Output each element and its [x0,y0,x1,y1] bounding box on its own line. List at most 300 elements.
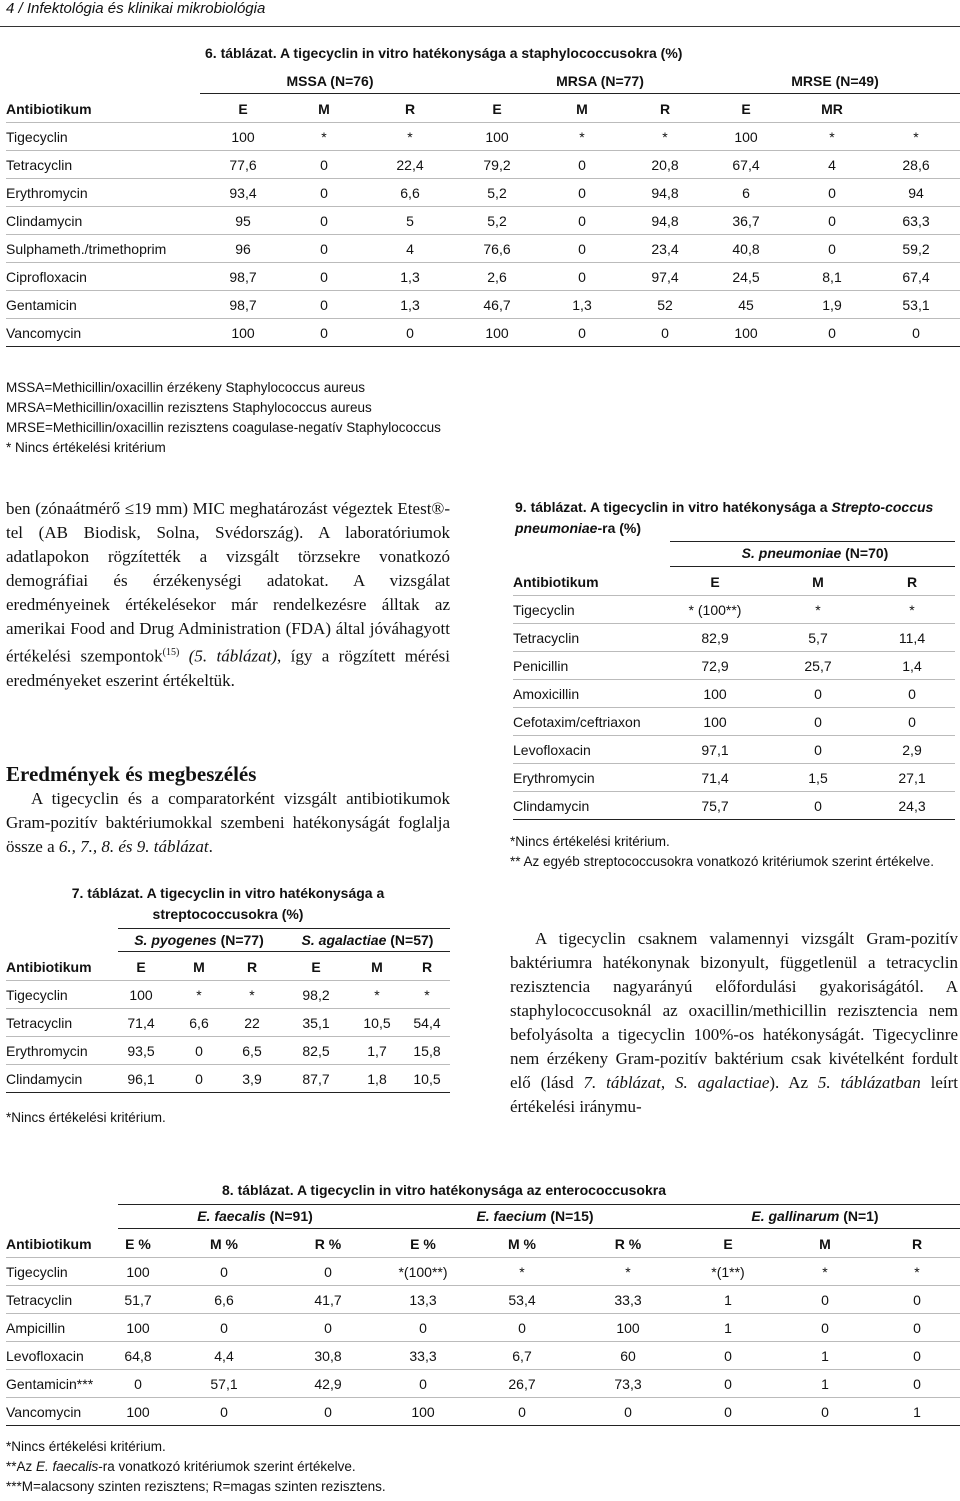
table-row [6,207,960,235]
header-cell: MR [792,95,872,123]
data-cell: 0 [278,1398,378,1426]
section-heading: Eredmények és megbeszélés [6,762,257,786]
data-cell: 1,3 [360,263,460,291]
data-cell: 0 [534,319,630,347]
data-cell: 4,4 [170,1342,278,1370]
data-cell: 0 [576,1398,680,1426]
data-cell: 82,9 [663,624,767,652]
paragraph-mid: ). Az [769,1073,818,1092]
data-cell: 52 [630,291,700,319]
data-cell: 0 [378,1370,468,1398]
data-cell: 11,4 [869,624,955,652]
data-cell: 100 [106,1314,170,1342]
data-cell: 100 [460,123,534,151]
data-cell: 98,2 [282,981,350,1009]
data-cell: * [630,123,700,151]
species-name: S. pyogenes [134,932,217,948]
data-cell: 0 [680,1370,776,1398]
data-cell: 0 [869,708,955,736]
table-row [6,1314,960,1342]
table-row [6,1037,450,1065]
results-paragraph [6,787,450,859]
data-cell: 0 [176,1037,222,1065]
table-row [513,736,955,764]
data-cell: 33,3 [576,1286,680,1314]
data-cell: 0 [792,319,872,347]
data-cell: 35,1 [282,1009,350,1037]
data-cell: 67,4 [700,151,792,179]
species-name: E. faecalis [197,1208,266,1224]
left-paragraph-end: , így a rögzített mérési eredményeket eszerint értékeltük. [6,646,451,690]
table8-group-faecalis [175,1208,335,1224]
data-cell: 33,3 [378,1342,468,1370]
row-label-cell: Erythromycin [6,1037,106,1065]
data-cell: 0 [534,207,630,235]
row-label-cell: Clindamycin [6,207,198,235]
header-rule [0,26,960,27]
header-cell: R [874,1230,960,1258]
data-cell: 6,6 [170,1286,278,1314]
data-cell: 22,4 [360,151,460,179]
data-cell: 24,5 [700,263,792,291]
data-cell: 10,5 [404,1065,450,1093]
table7-caption-line2: streptococcusokra (%) [152,906,304,922]
data-cell: 98,7 [198,291,288,319]
data-cell: 100 [198,319,288,347]
row-label-cell: Tetracyclin [6,1009,106,1037]
table7-caption [48,883,408,925]
table-row [6,1258,960,1286]
table-row [6,235,960,263]
data-cell: 15,8 [404,1037,450,1065]
row-label-cell: Gentamicin [6,291,198,319]
data-cell: 0 [680,1398,776,1426]
data-cell: * [792,123,872,151]
header-cell: R % [278,1230,378,1258]
data-cell: 1 [776,1342,874,1370]
table9-caption-species: Strepto-coccus pneumoniae [515,499,934,536]
data-cell: 46,7 [460,291,534,319]
data-cell: 0 [792,235,872,263]
header-cell: R [630,95,700,123]
table9-note1: *Nincs értékelési kritérium. [510,834,670,849]
data-cell: 94 [872,179,960,207]
data-cell: * [869,596,955,624]
header-cell: M [288,95,360,123]
data-cell: 0 [767,708,869,736]
data-cell: 0 [170,1314,278,1342]
table9-caption [515,497,955,539]
table-header-row [6,1230,960,1258]
data-cell: * [874,1258,960,1286]
data-cell: 100 [700,319,792,347]
data-cell: 36,7 [700,207,792,235]
species-name: S. agalactiae [301,932,387,948]
data-cell: 100 [663,708,767,736]
data-cell: 100 [198,123,288,151]
row-label-cell: Tetracyclin [6,151,198,179]
data-cell: 100 [378,1398,468,1426]
header-cell: M [176,953,222,981]
species-reference: S. agalactiae [675,1073,770,1092]
data-cell: *(100**) [378,1258,468,1286]
data-cell: 0 [468,1314,576,1342]
data-cell: 93,4 [198,179,288,207]
data-cell: 51,7 [106,1286,170,1314]
table9-group-pneumoniae [680,545,950,561]
table-row [6,981,450,1009]
data-cell: 2,9 [869,736,955,764]
data-cell: 0 [288,151,360,179]
row-label-cell: Clindamycin [6,1065,106,1093]
row-label-cell: Tigecyclin [6,981,106,1009]
header-cell: E [663,568,767,596]
data-cell: 96,1 [106,1065,176,1093]
data-cell: 0 [776,1314,874,1342]
data-cell: 0 [176,1065,222,1093]
table9-notes [510,832,958,872]
row-label-cell: Tigecyclin [513,596,663,624]
data-cell: 0 [278,1314,378,1342]
data-cell: * [468,1258,576,1286]
data-cell: 0 [680,1342,776,1370]
data-cell: 0 [874,1286,960,1314]
header-cell: Antibiotikum [513,568,663,596]
note-text: -ra vonatkozó kritériumok szerint értékelve. [98,1459,356,1474]
table-row [513,652,955,680]
table-row [513,624,955,652]
header-cell: M [776,1230,874,1258]
table9-top-rule [670,541,955,542]
table8 [6,1230,960,1426]
data-cell: 1,8 [350,1065,404,1093]
data-cell: 100 [663,680,767,708]
data-cell: 5,7 [767,624,869,652]
table-row [6,151,960,179]
data-cell: 63,3 [872,207,960,235]
data-cell: 41,7 [278,1286,378,1314]
group-n: (N=91) [265,1208,313,1224]
data-cell: 20,8 [630,151,700,179]
data-cell: 72,9 [663,652,767,680]
row-label-cell: Erythromycin [513,764,663,792]
data-cell: 0 [776,1398,874,1426]
table-row [513,596,955,624]
results-paragraph-end: . [208,837,213,856]
data-cell: 1 [680,1286,776,1314]
data-cell: 100 [106,981,176,1009]
table8-group-faecium [455,1208,615,1224]
data-cell: 0 [288,207,360,235]
table-header-row [6,953,450,981]
table9-note2: ** Az egyéb streptococcusokra vonatkozó kritériumok szerint értékelve. [510,854,934,869]
row-label-cell: Sulphameth./trimethoprim [6,235,198,263]
data-cell: * [576,1258,680,1286]
data-cell: 1,9 [792,291,872,319]
row-label-cell: Tigecyclin [6,123,198,151]
table6-notes [6,378,441,458]
data-cell: 0 [792,207,872,235]
row-label-cell: Vancomycin [6,319,198,347]
data-cell: 5,2 [460,179,534,207]
table-row [513,764,955,792]
header-cell: M % [170,1230,278,1258]
header-cell: R [360,95,460,123]
data-cell: 79,2 [460,151,534,179]
left-paragraph-text: ben (zónaátmérő ≤19 mm) MIC meghatározást végeztek Etest®-tel (AB Biodisk, Solna, Svédország). A laboratóriumok adatlapokon rögzítették a vizsgált törzsekre vonatkozó demográfiai és érzékenységi adatokat. A vizsgálat eredményeinek értékelésekor már rendelkezésre álltak az amerikai Food and Drug Administration (FDA) által jóváhagyott értékelési szempontok [6,499,450,666]
species-name: E. gallinarum [751,1208,840,1224]
species-name: E. faecium [476,1208,547,1224]
header-cell: Antibiotikum [6,953,106,981]
header-cell: Antibiotikum [6,1230,106,1258]
table9-caption-prefix: 9. táblázat. A tigecyclin in vitro hatékonysága a [515,499,832,515]
group-n: (N=57) [386,932,434,948]
data-cell: 42,9 [278,1370,378,1398]
table-row [6,1009,450,1037]
header-cell: E [680,1230,776,1258]
table7-group-rule [118,951,450,952]
data-cell: 100 [106,1258,170,1286]
header-cell: E % [378,1230,468,1258]
left-paragraph [6,497,450,693]
table-row [6,1065,450,1093]
data-cell: * [360,123,460,151]
data-cell: 0 [630,319,700,347]
header-cell: E [460,95,534,123]
table-reference: 7. táblázat [583,1073,661,1092]
data-cell: 53,4 [468,1286,576,1314]
table6 [6,95,960,347]
table-header-row [6,95,960,123]
right-paragraph-text: A tigecyclin csaknem valamennyi vizsgált Gram-pozitív baktériumra hatékonynak bizonyult, függetlenül a tetracyclin rezisztencia nagyarányú előfordulási gyakoriságától. A staphylococcusoknál az oxacillin/methicillin rezisztencia nem befolyásolta a tigecyclin 100%-os hatékonyságát. Tigecyclinre nem érzékeny Gram-pozitív baktérium csak kivételként fordult elő (lásd [510,929,958,1092]
table-row [6,319,960,347]
table8-group-gallinarum [730,1208,900,1224]
table-row [513,792,955,820]
separator: , [660,1073,676,1092]
header-cell: Antibiotikum [6,95,198,123]
data-cell: 6,6 [360,179,460,207]
row-label-cell: Clindamycin [513,792,663,820]
data-cell: 0 [874,1370,960,1398]
data-cell: * [404,981,450,1009]
data-cell: 27,1 [869,764,955,792]
data-cell: 100 [700,123,792,151]
table6-caption: 6. táblázat. A tigecyclin in vitro hatékonysága a staphylococcusokra (%) [205,45,683,61]
data-cell: 57,1 [170,1370,278,1398]
data-cell: 0 [534,151,630,179]
data-cell: * [872,123,960,151]
row-label-cell: Levofloxacin [6,1342,106,1370]
data-cell: 64,8 [106,1342,170,1370]
table-row [6,291,960,319]
table7-top-rule [118,928,450,929]
data-cell: 53,1 [872,291,960,319]
data-cell: 6,5 [222,1037,282,1065]
header-cell: E [282,953,350,981]
table9 [513,568,955,820]
header-cell: R % [576,1230,680,1258]
species-name: E. faecalis [36,1459,99,1474]
data-cell: 0 [278,1258,378,1286]
data-cell: 5,2 [460,207,534,235]
data-cell: 0 [792,179,872,207]
table-row [513,680,955,708]
data-cell: 0 [468,1398,576,1426]
data-cell: 1,5 [767,764,869,792]
table-row [6,1370,960,1398]
data-cell: *(1**) [680,1258,776,1286]
data-cell: 28,6 [872,151,960,179]
data-cell: 60 [576,1342,680,1370]
table7 [6,953,450,1093]
data-cell: 93,5 [106,1037,176,1065]
data-cell: 94,8 [630,207,700,235]
header-cell: M % [468,1230,576,1258]
data-cell: 4 [360,235,460,263]
data-cell: 1,7 [350,1037,404,1065]
data-cell: 10,5 [350,1009,404,1037]
data-cell: 0 [170,1398,278,1426]
table6-note: MSSA=Methicillin/oxacillin érzékeny Staphylococcus aureus [6,380,366,395]
data-cell: 5 [360,207,460,235]
data-cell: 0 [288,263,360,291]
right-paragraph [510,927,958,1119]
data-cell: 0 [378,1314,468,1342]
header-cell: E % [106,1230,170,1258]
header-cell: R [222,953,282,981]
data-cell: 1,3 [534,291,630,319]
data-cell: 0 [170,1258,278,1286]
header-cell: E [198,95,288,123]
data-cell: 0 [767,680,869,708]
table6-group-mrse: MRSE (N=49) [791,73,879,89]
data-cell: 77,6 [198,151,288,179]
row-label-cell: Ampicillin [6,1314,106,1342]
citation-sup: (15) [162,647,180,658]
header-cell: E [700,95,792,123]
data-cell: 0 [288,179,360,207]
row-label-cell: Penicillin [513,652,663,680]
table6-group-mssa: MSSA (N=76) [286,73,374,89]
table7-caption-line1: 7. táblázat. A tigecyclin in vitro hatékonysága a [71,885,385,901]
row-label-cell: Tetracyclin [513,624,663,652]
data-cell: 6 [700,179,792,207]
data-cell: 1 [776,1370,874,1398]
row-label-cell: Tetracyclin [6,1286,106,1314]
header-cell [872,95,960,123]
data-cell: 23,4 [630,235,700,263]
data-cell: 0 [872,319,960,347]
data-cell: 0 [534,235,630,263]
table-references: 6., 7., 8. és 9. táblázat [58,837,209,856]
row-label-cell: Cefotaxim/ceftriaxon [513,708,663,736]
data-cell: 87,7 [282,1065,350,1093]
table-reference: 5. táblázatban [817,1073,921,1092]
table-row [513,708,955,736]
table-row [6,1286,960,1314]
data-cell: 0 [776,1286,874,1314]
data-cell: 0 [534,179,630,207]
data-cell: 97,1 [663,736,767,764]
header-cell: R [869,568,955,596]
header-cell: M [534,95,630,123]
data-cell: 67,4 [872,263,960,291]
table7-group-agalactiae [285,932,450,948]
data-cell: 13,3 [378,1286,468,1314]
table9-group-rule [670,566,955,567]
row-label-cell: Gentamicin*** [6,1370,106,1398]
row-label-cell: Vancomycin [6,1398,106,1426]
data-cell: 98,7 [198,263,288,291]
species-name: S. pneumoniae [741,545,842,561]
table9-caption-suffix: -ra (%) [597,520,642,536]
data-cell: 3,9 [222,1065,282,1093]
table6-group-rule [200,93,960,94]
data-cell: 0 [288,235,360,263]
data-cell: 24,3 [869,792,955,820]
table8-caption: 8. táblázat. A tigecyclin in vitro hatékonysága az enterococcusokra [222,1182,667,1198]
table6-note: MRSE=Methicillin/oxacillin rezisztens coagulase-negatív Staphylococcus [6,420,441,435]
data-cell: 0 [106,1370,170,1398]
data-cell: 96 [198,235,288,263]
data-cell: 73,3 [576,1370,680,1398]
table8-top-rule [118,1204,960,1205]
data-cell: 100 [106,1398,170,1426]
data-cell: 82,5 [282,1037,350,1065]
data-cell: 6,6 [176,1009,222,1037]
data-cell: * [534,123,630,151]
group-n: (N=77) [216,932,264,948]
data-cell: 71,4 [663,764,767,792]
data-cell: 0 [869,680,955,708]
table7-group-pyogenes [118,932,280,948]
data-cell: 8,1 [792,263,872,291]
data-cell: 1,4 [869,652,955,680]
data-cell: 0 [767,792,869,820]
data-cell: 26,7 [468,1370,576,1398]
data-cell: 30,8 [278,1342,378,1370]
table8-note3: ***M=alacsony szinten rezisztens; R=magas szinten rezisztens. [6,1479,386,1494]
data-cell: 1 [680,1314,776,1342]
data-cell: 0 [874,1314,960,1342]
note-text: **Az [6,1459,37,1474]
data-cell: 97,4 [630,263,700,291]
table-row [6,123,960,151]
table-header-row [513,568,955,596]
group-n: (N=1) [839,1208,879,1224]
table8-note2 [6,1457,386,1477]
data-cell: 0 [360,319,460,347]
row-label-cell: Ciprofloxacin [6,263,198,291]
table-row [6,1342,960,1370]
table8-group-rule [118,1228,960,1229]
row-label-cell: Tigecyclin [6,1258,106,1286]
group-n: (N=15) [546,1208,594,1224]
data-cell: * [222,981,282,1009]
data-cell: 1 [874,1398,960,1426]
data-cell: 22 [222,1009,282,1037]
row-label-cell: Levofloxacin [513,736,663,764]
data-cell: 59,2 [872,235,960,263]
table6-note: MRSA=Methicillin/oxacillin rezisztens Staphylococcus aureus [6,400,372,415]
data-cell: 76,6 [460,235,534,263]
group-n: (N=70) [841,545,889,561]
table-row [6,263,960,291]
data-cell: * (100**) [663,596,767,624]
data-cell: 6,7 [468,1342,576,1370]
row-label-cell: Amoxicillin [513,680,663,708]
header-cell: E [106,953,176,981]
